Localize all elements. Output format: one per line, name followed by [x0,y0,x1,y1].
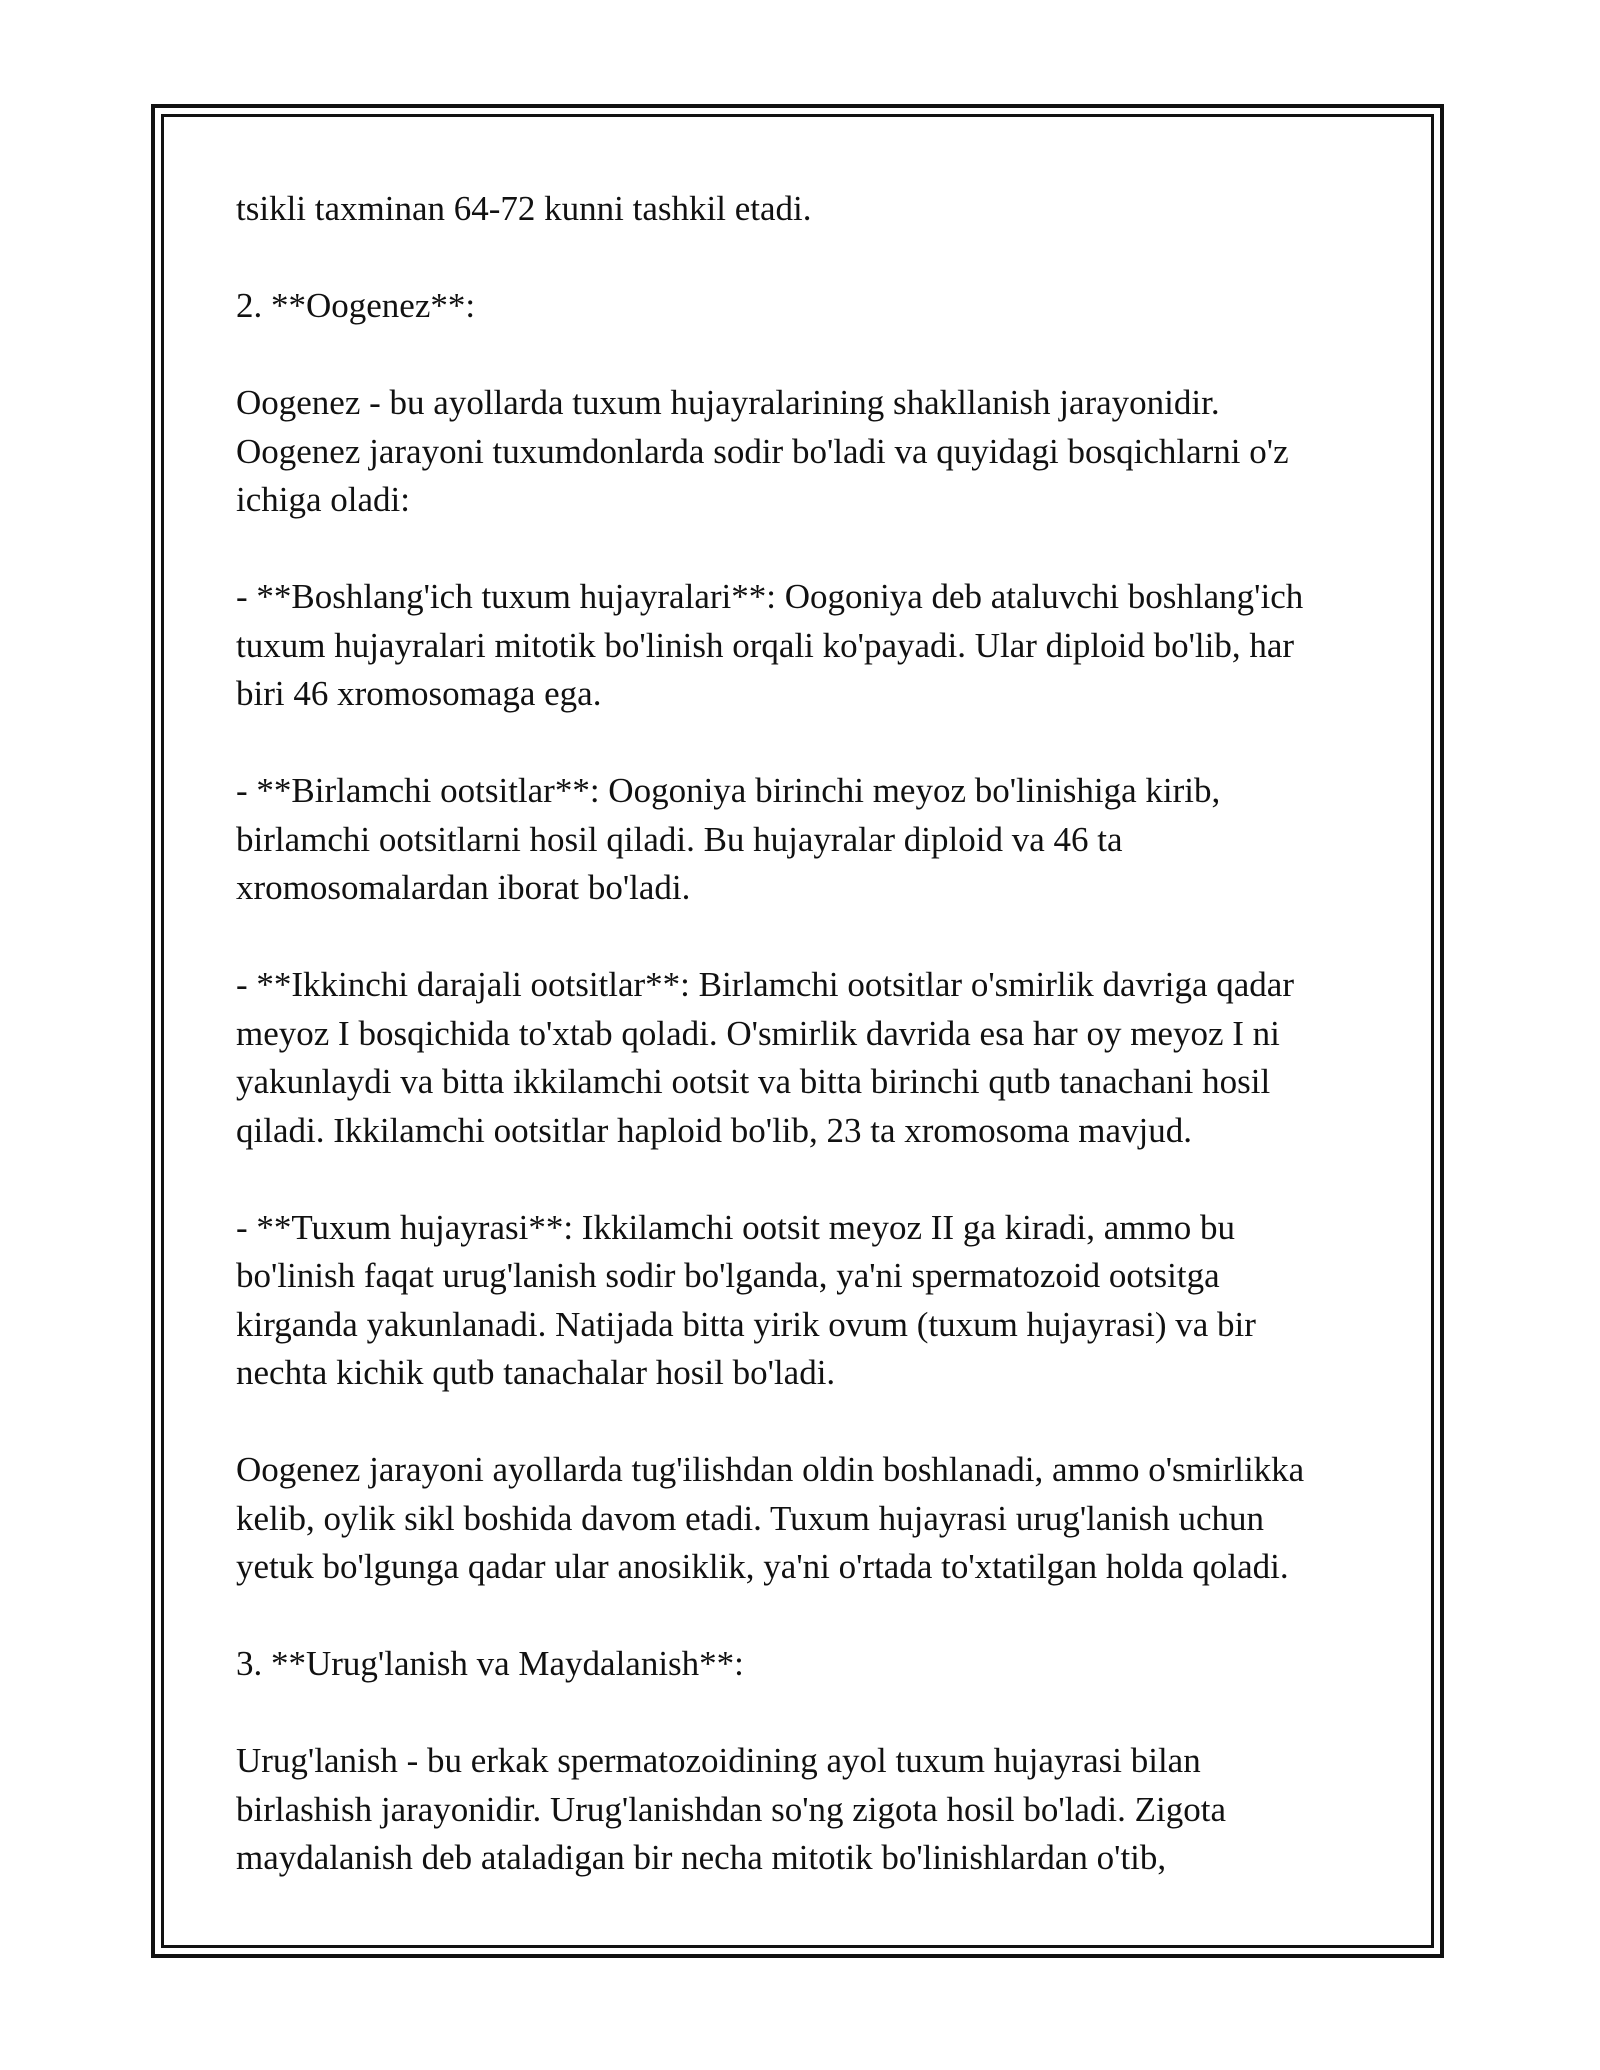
paragraph [236,282,1366,331]
text-line: - **Birlamchi ootsitlar**: Oogoniya birinchi meyoz bo'linishiga kirib, [236,771,1221,810]
text-line: - **Ikkinchi darajali ootsitlar**: Birlamchi ootsitlar o'smirlik davriga qadar [236,965,1294,1004]
text-line: xromosomalardan iborat bo'ladi. [236,868,691,907]
document-body [236,185,1366,1931]
text-line: 3. **Urug'lanish va Maydalanish**: [236,1644,744,1683]
text-line: yakunlaydi va bitta ikkilamchi ootsit va bitta birinchi qutb tanachani hosil [236,1062,1271,1101]
paragraph [236,1204,1366,1398]
text-line: ichiga oladi: [236,480,410,519]
text-line: Oogenez - bu ayollarda tuxum hujayralarining shakllanish jarayonidir. [236,383,1220,422]
text-line: birlashish jarayonidir. Urug'lanishdan so'ng zigota hosil bo'ladi. Zigota [236,1789,1227,1829]
text-line: Oogenez jarayoni ayollarda tug'ilishdan oldin boshlanadi, ammo o'smirlikka [236,1450,1305,1489]
text-line: maydalanish deb ataladigan bir necha mitotik bo'linishlardan o'tib, [236,1838,1167,1877]
paragraph [236,379,1366,525]
paragraph [236,573,1366,719]
paragraph [236,1737,1366,1883]
text-line: - **Tuxum hujayrasi**: Ikkilamchi ootsit meyoz II ga kiradi, ammo bu [236,1207,1235,1247]
text-line: qiladi. Ikkilamchi ootsitlar haploid bo'lib, 23 ta xromosoma mavjud. [236,1110,1193,1150]
text-line: nechta kichik qutb tanachalar hosil bo'ladi. [236,1353,836,1392]
text-line: meyoz I bosqichida to'xtab qoladi. O'smirlik davrida esa har oy meyoz I ni [236,1013,1280,1053]
paragraph [236,767,1366,913]
text-line: kirganda yakunlanadi. Natijada bitta yirik ovum (tuxum hujayrasi) va bir [236,1304,1256,1344]
text-line: 2. **Oogenez**: [236,286,476,325]
text-line: birlamchi ootsitlarni hosil qiladi. Bu hujayralar diploid va 46 ta [236,819,1123,859]
text-line: Urug'lanish - bu erkak spermatozoidining ayol tuxum hujayrasi bilan [236,1741,1201,1780]
text-line: bo'linish faqat urug'lanish sodir bo'lganda, ya'ni spermatozoid ootsitga [236,1256,1220,1295]
text-line: yetuk bo'lgunga qadar ular anosiklik, ya'ni o'rtada to'xtatilgan holda qoladi. [236,1547,1289,1586]
text-line: Oogenez jarayoni tuxumdonlarda sodir bo'ladi va quyidagi bosqichlarni o'z [236,431,1289,471]
text-line: tuxum hujayralari mitotik bo'linish orqali ko'payadi. Ular diploid bo'lib, har [236,625,1295,665]
text-line: tsikli taxminan 64-72 kunni tashkil etadi. [236,189,812,228]
text-line: - **Boshlang'ich tuxum hujayralari**: Oogoniya deb ataluvchi boshlang'ich [236,577,1304,616]
paragraph [236,1640,1366,1689]
text-line: biri 46 xromosomaga ega. [236,674,602,713]
text-line: kelib, oylik sikl boshida davom etadi. Tuxum hujayrasi urug'lanish uchun [236,1498,1265,1538]
paragraph [236,961,1366,1155]
paragraph [236,185,1366,234]
paragraph [236,1446,1366,1592]
